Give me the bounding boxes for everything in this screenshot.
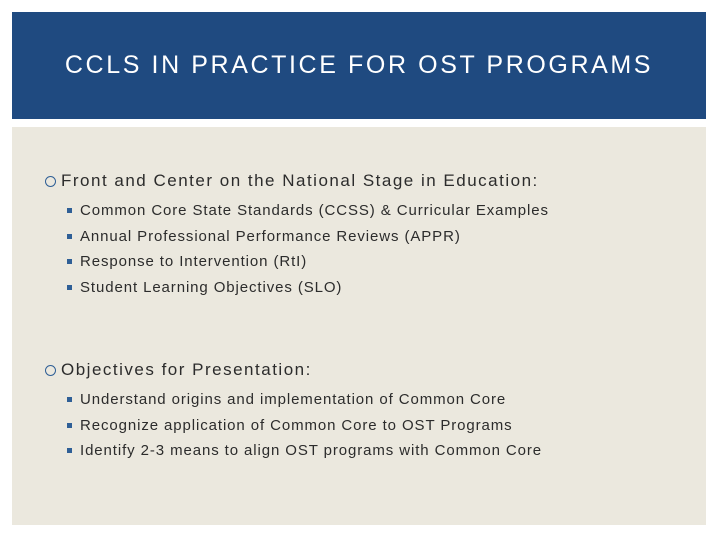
square-bullet-icon xyxy=(67,285,72,290)
list-item xyxy=(67,224,549,250)
title-bar xyxy=(12,12,706,119)
list-item-text: Identify 2-3 means to align OST programs with Common Core xyxy=(80,442,543,459)
list-item-text: Common Core State Standards (CCSS) & Curricular Examples xyxy=(80,202,549,219)
list-item xyxy=(67,249,549,275)
list-item-text: Response to Intervention (RtI) xyxy=(80,253,308,270)
section-national-stage xyxy=(45,170,549,300)
square-bullet-icon xyxy=(67,208,72,213)
section-heading xyxy=(45,170,549,192)
section-objectives xyxy=(45,359,542,464)
content-panel xyxy=(12,127,706,525)
section-heading xyxy=(45,359,542,381)
square-bullet-icon xyxy=(67,397,72,402)
circle-bullet-icon xyxy=(45,365,56,376)
sub-bullet-list xyxy=(67,387,542,464)
square-bullet-icon xyxy=(67,448,72,453)
list-item-text: Recognize application of Common Core to OST Programs xyxy=(80,416,513,434)
slide-title: CCLS IN PRACTICE FOR OST PROGRAMS xyxy=(64,51,654,79)
square-bullet-icon xyxy=(67,423,72,428)
sub-bullet-list xyxy=(67,198,549,300)
square-bullet-icon xyxy=(67,234,72,239)
list-item-text: Annual Professional Performance Reviews (APPR) xyxy=(80,227,461,245)
list-item xyxy=(67,198,549,224)
list-item xyxy=(67,387,542,413)
square-bullet-icon xyxy=(67,259,72,264)
section-heading-text: Front and Center on the National Stage in Education: xyxy=(61,171,539,190)
circle-bullet-icon xyxy=(45,176,56,187)
list-item xyxy=(67,275,549,301)
list-item-text: Understand origins and implementation of Common Core xyxy=(80,391,507,408)
list-item xyxy=(67,413,542,439)
list-item xyxy=(67,438,542,464)
section-heading-text: Objectives for Presentation: xyxy=(61,360,312,379)
list-item-text: Student Learning Objectives (SLO) xyxy=(80,278,343,296)
